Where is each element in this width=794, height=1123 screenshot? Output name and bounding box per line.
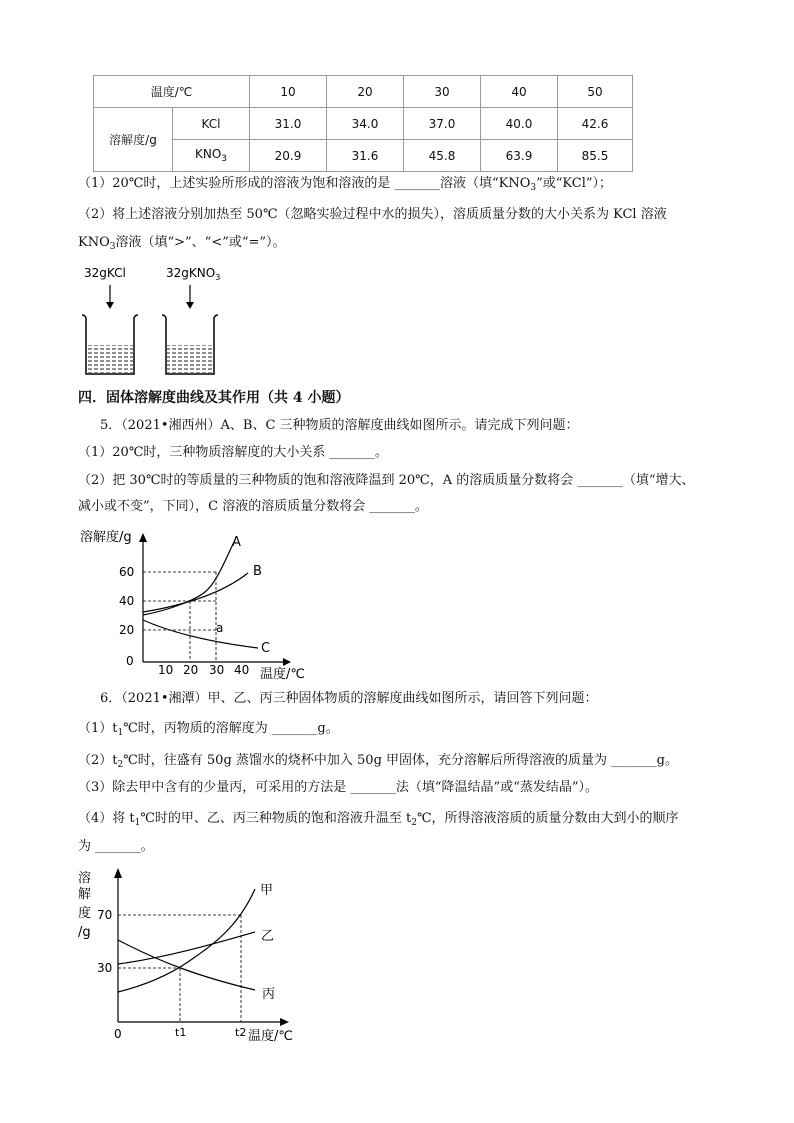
table-cell: 50 <box>558 76 633 108</box>
curve-c <box>143 620 258 648</box>
guide-lines <box>118 915 241 1022</box>
x-tick-label: 10 <box>158 663 174 677</box>
section-title: 四．固体溶解度曲线及其作用（共 4 小题） <box>78 390 350 406</box>
curve-label-c: C <box>261 641 271 656</box>
q6-part4-line2: 为 _______。 <box>78 839 154 854</box>
sol-header: 溶解度/g <box>94 108 173 172</box>
substance-name: KNO <box>194 147 222 161</box>
table-cell: 85.5 <box>558 140 633 172</box>
answer-blank: _______ <box>95 839 141 854</box>
x-tick-label: t1 <box>175 1026 187 1039</box>
origin-label: 0 <box>114 1027 122 1041</box>
table-cell: 37.0 <box>404 108 481 140</box>
y-axis-label: 度 <box>78 906 92 921</box>
table-cell: 31.0 <box>250 108 327 140</box>
x-axis-arrow-icon <box>280 1018 289 1026</box>
temp-header: 温度/℃ <box>94 76 250 108</box>
solubility-table <box>93 75 633 172</box>
x-axis-arrow-icon <box>283 658 291 666</box>
table-cell: 20.9 <box>250 140 327 172</box>
answer-blank: _______ <box>350 780 396 795</box>
solubility-graph-abc <box>70 520 320 685</box>
q6-part1: $(1)t_1℃$时，丙物质的溶解度为 _______g。 <box>78 721 339 738</box>
x-tick-label: t2 <box>235 1026 247 1039</box>
table-cell: 40 <box>481 76 558 108</box>
curve-label-bing: 丙 <box>262 987 276 1002</box>
solubility-graph-jia-yi-bing <box>70 862 330 1047</box>
y-axis-arrow-icon <box>114 868 122 878</box>
table-cell: 42.6 <box>558 108 633 140</box>
arrowhead-icon <box>186 302 194 309</box>
table-cell: 10 <box>250 76 327 108</box>
table-cell <box>173 140 250 172</box>
table-cell: 20 <box>327 76 404 108</box>
answer-blank: _______ <box>611 753 657 768</box>
curve-bing <box>118 940 255 990</box>
q5-part1: （1）20℃时，三种物质溶解度的大小关系 _______。 <box>78 445 389 460</box>
curve-a <box>143 540 235 615</box>
y-tick-label: 30 <box>97 961 113 975</box>
table-cell: 34.0 <box>327 108 404 140</box>
x-axis-label: 温度/℃ <box>248 1029 293 1044</box>
curve-jia <box>118 889 255 992</box>
curve-label-a: A <box>232 535 241 550</box>
curve-yi <box>118 932 255 964</box>
q5-intro: 5．（2021•湘西州）A、B、C 三种物质的溶解度曲线如图所示。请完成下列问题： <box>100 418 579 433</box>
table-row <box>94 76 633 108</box>
q6-part3: （3）除去甲中含有的少量丙，可采用的方法是 _______法（填“降温结晶”或“蒸发结晶”）。 <box>78 780 598 795</box>
x-axis-label: 温度/℃ <box>260 667 305 682</box>
beaker2-label: 32gKNO$_3$ <box>166 266 221 282</box>
subscript: 3 <box>221 154 228 164</box>
beakers-diagram <box>70 255 270 385</box>
table-cell: 31.6 <box>327 140 404 172</box>
q6-part2: $(2)t_2℃$时，往盛有 50g 蒸馏水的烧杯中加入 50g 甲固体，充分溶解后所得溶液的质量为 _______g。 <box>78 753 678 770</box>
y-axis-label: /g <box>78 925 91 940</box>
q4-part1: （1）20℃时，上述实验所形成的溶液为饱和溶液的是 _______溶液（填“$KNO_3$”或“KCl”）； <box>78 176 613 193</box>
answer-blank: _______ <box>329 445 375 460</box>
y-axis-label: 溶解度/g <box>80 530 132 545</box>
y-axis-label: 溶 <box>78 871 92 886</box>
beaker1 <box>82 315 138 374</box>
table-row <box>94 140 633 172</box>
q4-part2-line2: $KNO_3$溶液（填“>”、“<”或“=”）。 <box>78 235 286 252</box>
answer-blank: _______ <box>271 721 318 736</box>
y-tick-label: 20 <box>119 623 135 637</box>
arrowhead-icon <box>106 302 114 309</box>
y-axis-label: 解 <box>78 887 92 902</box>
x-tick-label: 30 <box>209 663 225 677</box>
point-label-a: a <box>216 621 224 635</box>
table-cell: 45.8 <box>404 140 481 172</box>
curve-b <box>143 573 248 612</box>
table-cell: 63.9 <box>481 140 558 172</box>
y-axis-arrow-icon <box>139 533 147 542</box>
q6-intro: 6．（2021•湘潭）甲、乙、丙三种固体物质的溶解度曲线如图所示，请回答下列问题： <box>100 691 598 706</box>
substance-name: KCl <box>201 116 221 131</box>
curve-label-b: B <box>253 564 262 579</box>
y-tick-label: 40 <box>119 594 135 608</box>
guide-lines <box>143 572 216 662</box>
q5-part2-line1: （2）把 30℃时的等质量的三种物质的饱和溶液降温到 20℃，A 的溶质质量分数将会 _______（填“增大、 <box>78 473 695 488</box>
q5-part2-line2: 减小或不变”，下同），C 溶液的溶质质量分数将会 _______。 <box>78 499 428 514</box>
answer-blank: _______ <box>394 176 440 191</box>
q4-part2-line1: （2）将上述溶液分别加热至 50℃（忽略实验过程中水的损失），溶质质量分数的大小关系为 KCl 溶液 <box>78 207 667 222</box>
table-row <box>94 108 633 140</box>
q6-part4-line1: （4）将 $t_1℃$时的甲、乙、丙三种物质的饱和溶液升温至 $t_2℃$，所得溶液溶质的质量分数由大到小的顺序 <box>78 811 679 828</box>
beaker2 <box>162 315 218 374</box>
x-tick-label: 20 <box>183 663 199 677</box>
table-cell: 30 <box>404 76 481 108</box>
x-tick-label: 40 <box>234 663 250 677</box>
answer-blank: _______ <box>577 473 623 488</box>
beaker1-label: 32gKCl <box>84 266 126 280</box>
curve-label-yi: 乙 <box>261 929 275 944</box>
table-cell <box>173 108 250 140</box>
answer-blank: _______ <box>369 499 415 514</box>
y-tick-label: 60 <box>119 565 135 579</box>
origin-label: 0 <box>126 654 134 668</box>
table-cell: 40.0 <box>481 108 558 140</box>
curve-label-jia: 甲 <box>260 883 274 898</box>
y-tick-label: 70 <box>97 908 113 922</box>
